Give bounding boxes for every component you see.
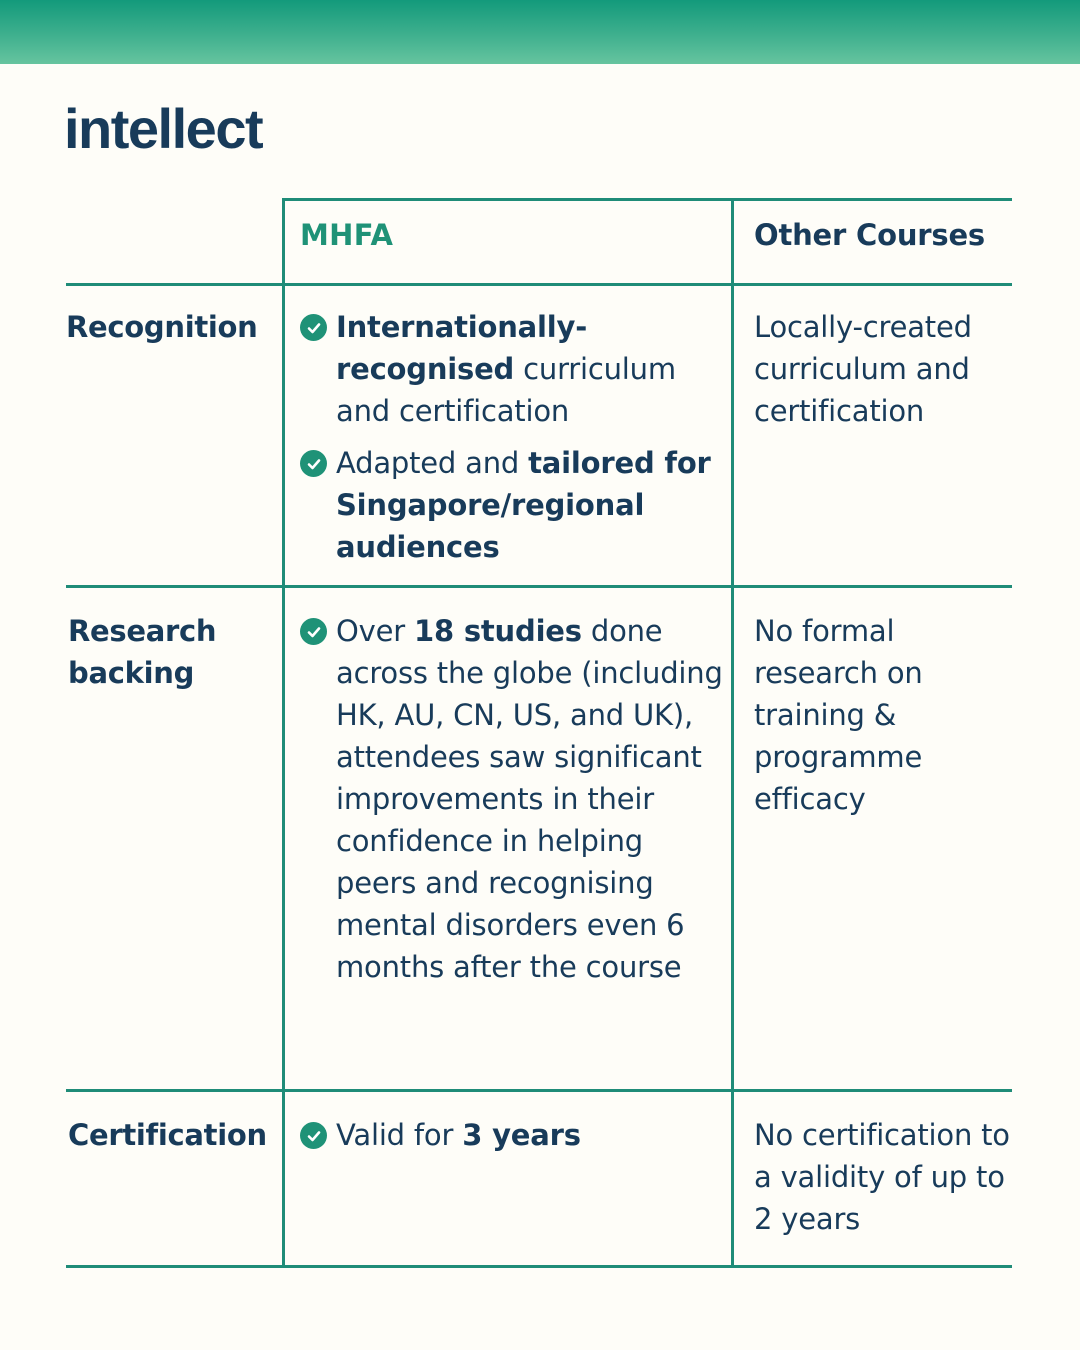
table-bottom-border xyxy=(66,1265,1012,1268)
header-divider xyxy=(66,283,1012,286)
column-divider xyxy=(731,198,734,1268)
other-cell-research-backing: No formal research on training & programme efficacy xyxy=(754,614,923,816)
table-top-border xyxy=(283,198,1012,201)
check-circle-icon xyxy=(300,450,327,477)
brand-logo: intellect xyxy=(64,97,263,160)
bullet-text: Adapted and xyxy=(336,446,529,480)
bullet-bold-text: tailored for Singapore/regional audiences xyxy=(336,446,711,564)
bullet-bold-text: Internationally-recognised xyxy=(336,310,588,386)
column-header-mhfa: MHFA xyxy=(300,218,394,252)
bullet-item xyxy=(300,1114,725,1156)
bullet-item xyxy=(300,306,725,432)
bullet-item xyxy=(300,610,725,988)
row-label-recognition: Recognition xyxy=(66,310,258,344)
column-divider xyxy=(282,198,285,1268)
bullet-item xyxy=(300,442,725,568)
bullet-text: done across the globe (including HK, AU, CN, US, and UK), attendees saw significant improvements in their confidence in helping peers and recognising mental disorders even 6 months after the course xyxy=(336,614,723,984)
row-divider xyxy=(66,1089,1012,1092)
row-divider xyxy=(66,585,1012,588)
bullet-bold-text: 18 studies xyxy=(413,614,582,648)
check-circle-icon xyxy=(300,1122,327,1149)
check-circle-icon xyxy=(300,618,327,645)
other-cell-certification: No certification to a validity of up to 2 years xyxy=(754,1118,1010,1236)
column-header-other-courses: Other Courses xyxy=(754,218,985,252)
header-band xyxy=(0,0,1080,64)
row-label-research-backing: Research backing xyxy=(68,614,217,690)
mhfa-cell-certification xyxy=(300,1114,725,1156)
check-circle-icon xyxy=(300,314,327,341)
mhfa-cell-research-backing xyxy=(300,610,725,988)
bullet-text: Over xyxy=(336,614,414,648)
bullet-text: curriculum and certification xyxy=(336,352,676,428)
bullet-text: Valid for xyxy=(336,1118,463,1152)
bullet-bold-text: 3 years xyxy=(462,1118,581,1152)
mhfa-cell-recognition xyxy=(300,306,725,568)
row-label-certification: Certification xyxy=(68,1118,267,1152)
other-cell-recognition: Locally-created curriculum and certification xyxy=(754,310,972,428)
